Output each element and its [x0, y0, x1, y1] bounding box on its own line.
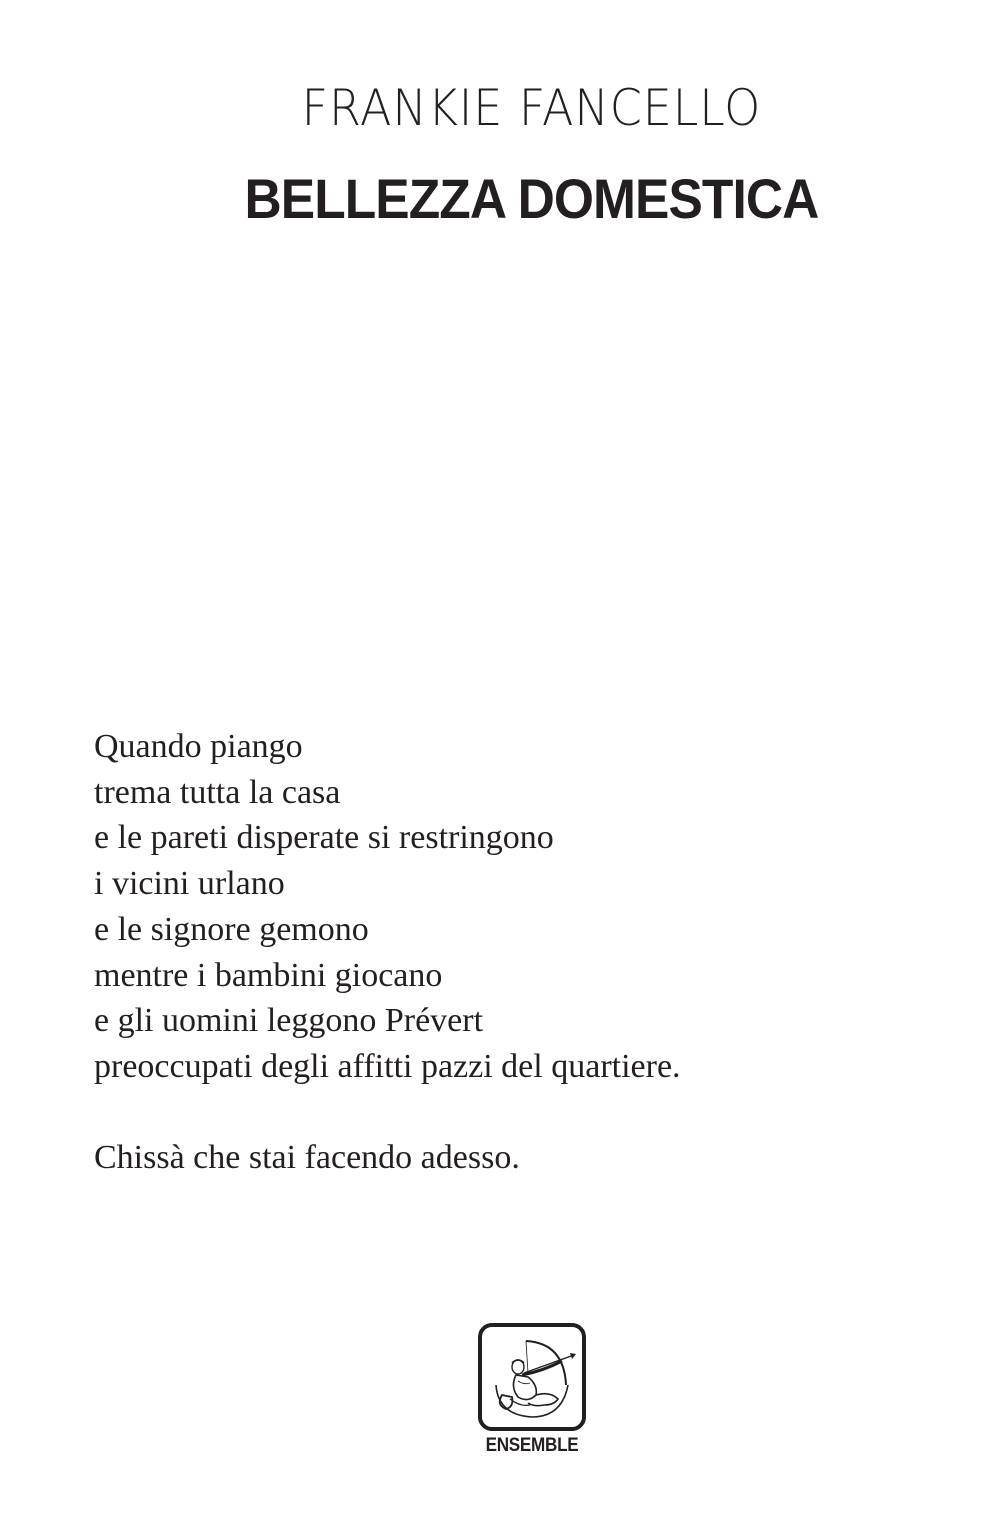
poem-stanza-1 [94, 724, 681, 1090]
poem-stanza-2 [94, 1135, 681, 1181]
poem-line: preoccupati degli affitti pazzi del quartiere. [94, 1047, 681, 1085]
book-title: BELLEZZA DOMESTICA [244, 167, 819, 230]
poem-line: trema tutta la casa [94, 773, 341, 811]
poem-line: e le pareti disperate si restringono [94, 819, 554, 857]
author-name: FRANKIE FANCELLO [301, 79, 762, 137]
poem-line: e gli uomini leggono Prévert [94, 1002, 484, 1040]
archer-icon [488, 1333, 576, 1421]
publisher-logo [478, 1323, 586, 1431]
poem-line: mentre i bambini giocano [94, 956, 443, 994]
poem-line: e le signore gemono [94, 910, 369, 948]
poem [94, 724, 681, 1181]
stanza-break [94, 1090, 681, 1136]
poem-line: Quando piango [94, 728, 303, 765]
poem-line: i vicini urlano [94, 865, 285, 903]
publisher-name: ENSEMBLE [485, 1435, 579, 1456]
poem-line: Chissà che stai facendo adesso. [94, 1139, 520, 1177]
